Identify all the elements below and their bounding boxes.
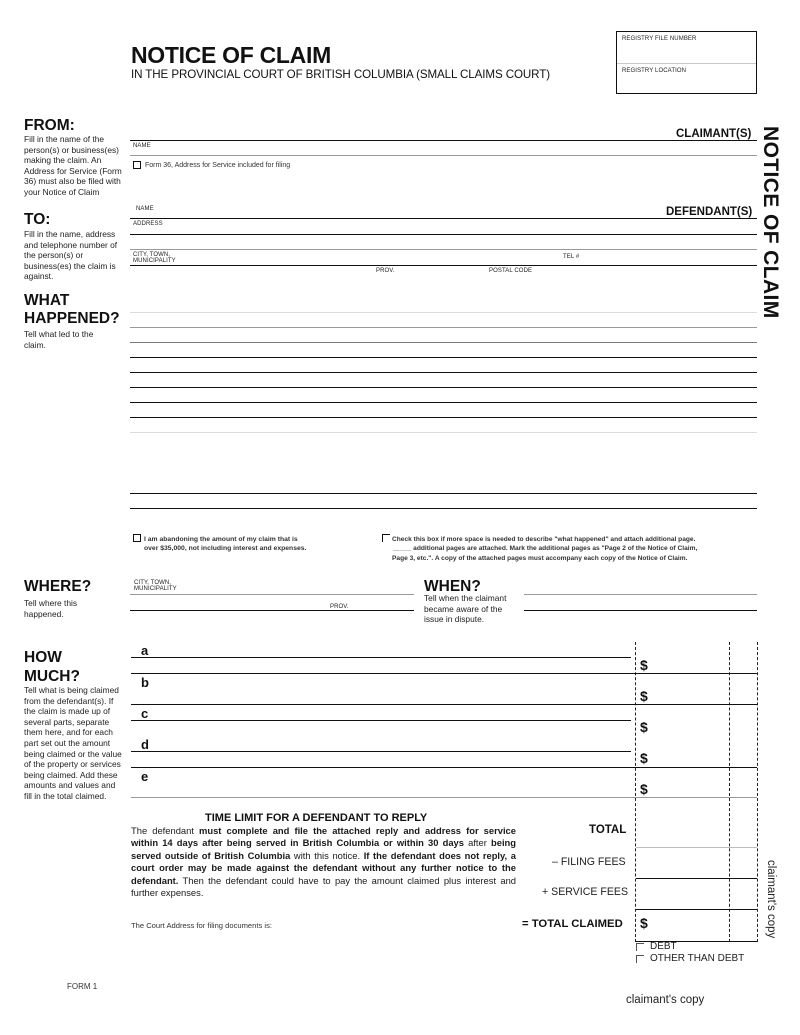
form36-checkbox[interactable] bbox=[133, 161, 141, 169]
when-line bbox=[524, 594, 757, 595]
defendant-city-input[interactable] bbox=[185, 250, 555, 264]
defendant-name-label: NAME bbox=[136, 206, 154, 212]
how-much-help: Tell what is being claimed from the defendant(s). If the claim is made up of several parts, separate them here, and for each part set out the amount being claimed or the value of the property or services being claimed. Add these amounts and values and fill in the total claimed. bbox=[24, 685, 122, 801]
item-a-description-input[interactable] bbox=[155, 644, 630, 657]
item-e-currency: $ bbox=[640, 781, 648, 797]
court-subtitle: IN THE PROVINCIAL COURT OF BRITISH COLUMBIA (SMALL CLAIMS COURT) bbox=[131, 68, 550, 81]
form36-checkbox-label: Form 36, Address for Service included for filing bbox=[145, 162, 291, 169]
defendant-prov-label: PROV. bbox=[376, 268, 395, 274]
defendant-prov-input[interactable] bbox=[398, 266, 483, 279]
defendant-city-label-line2: MUNICIPALITY bbox=[133, 258, 176, 264]
abandon-checkbox[interactable] bbox=[133, 534, 141, 542]
claimant-name-label: NAME bbox=[133, 143, 151, 149]
copy-label: claimant's copy bbox=[626, 994, 705, 1006]
item-b-amount-input[interactable] bbox=[652, 689, 728, 703]
item-d-letter: d bbox=[141, 737, 149, 752]
item-d-amount-input[interactable] bbox=[652, 751, 728, 765]
defendant-postal-label: POSTAL CODE bbox=[489, 268, 533, 274]
item-c-letter: c bbox=[141, 706, 149, 721]
item-d-description-input[interactable] bbox=[155, 737, 630, 750]
abandon-checkbox-label bbox=[144, 535, 306, 553]
what-happened-heading-line2: HAPPENED? bbox=[24, 310, 120, 327]
total-line bbox=[636, 847, 757, 848]
defendant-city-label bbox=[133, 252, 176, 264]
from-help: Fill in the name of the person(s) or business(es) making the claim. An Address for Service (Form 36) must also be filed with your Notice of Claim bbox=[24, 134, 122, 197]
defendant-address-label: ADDRESS bbox=[133, 221, 163, 227]
time-limit-text-bold: being served outside of British Columbia bbox=[131, 837, 516, 861]
how-much-heading bbox=[24, 648, 80, 686]
amount-column-divider bbox=[635, 642, 636, 942]
side-copy-label-vertical: claimant's copy bbox=[765, 860, 777, 939]
item-e-line bbox=[131, 797, 757, 798]
when-heading: WHEN? bbox=[424, 578, 481, 595]
filing-fees-input[interactable] bbox=[640, 852, 728, 870]
item-a-currency: $ bbox=[640, 657, 648, 673]
abandon-label-line1: I am abandoning the amount of my claim that is bbox=[144, 536, 298, 543]
where-city-input[interactable] bbox=[185, 580, 410, 594]
where-prov-input[interactable] bbox=[352, 596, 412, 609]
form-number: FORM 1 bbox=[67, 982, 98, 991]
debt-checkbox[interactable] bbox=[636, 943, 644, 951]
to-heading: TO: bbox=[24, 211, 51, 228]
item-a-line bbox=[131, 657, 631, 658]
cents-column-divider bbox=[729, 642, 730, 942]
service-fees-label: + SERVICE FEES bbox=[542, 886, 629, 898]
how-much-heading-line2: MUCH? bbox=[24, 668, 80, 685]
item-d-line bbox=[131, 751, 631, 752]
registry-location-label: REGISTRY LOCATION bbox=[622, 68, 687, 74]
where-city-label bbox=[134, 580, 177, 592]
amount-column-right bbox=[757, 642, 758, 942]
item-e-amount-input[interactable] bbox=[652, 782, 728, 796]
what-happened-textarea[interactable] bbox=[130, 300, 757, 510]
defendant-tel-input[interactable] bbox=[585, 250, 750, 264]
page-title: NOTICE OF CLAIM bbox=[131, 42, 331, 68]
item-bc-divider bbox=[131, 704, 757, 705]
where-city-line bbox=[130, 594, 414, 595]
other-than-debt-checkbox[interactable] bbox=[636, 955, 644, 963]
time-limit-text: Then the defendant could have to pay the amount claimed plus interest and further expenses. bbox=[131, 874, 516, 899]
registry-location-input[interactable] bbox=[621, 75, 752, 91]
when-help: Tell when the claimant became aware of the issue in dispute. bbox=[424, 593, 507, 625]
total-input[interactable] bbox=[640, 820, 728, 838]
where-prov-label: PROV. bbox=[330, 604, 349, 610]
what-happened-help: Tell what led to the claim. bbox=[24, 329, 94, 350]
side-title-vertical: NOTICE OF CLAIM bbox=[759, 126, 782, 319]
registry-file-number-label: REGISTRY FILE NUMBER bbox=[622, 36, 697, 42]
when-input[interactable] bbox=[524, 580, 756, 594]
claimant-name-input[interactable] bbox=[160, 141, 750, 155]
time-limit-text: The defendant bbox=[131, 825, 200, 836]
total-claimed-input[interactable] bbox=[653, 914, 728, 932]
item-a-letter: a bbox=[141, 643, 149, 658]
time-limit-text: with this notice. bbox=[290, 849, 364, 861]
more-space-label-line3: Page 3, etc.". A copy of the attached pages must accompany each copy of the Notice of Claim. bbox=[392, 554, 688, 562]
item-ab-divider bbox=[131, 673, 757, 674]
service-fees-line bbox=[636, 909, 757, 910]
item-c-amount-input[interactable] bbox=[652, 720, 728, 734]
court-address-label: The Court Address for filing documents is: bbox=[131, 921, 272, 930]
item-e-letter: e bbox=[141, 769, 149, 784]
where-city-label-line2: MUNICIPALITY bbox=[134, 586, 177, 592]
more-space-label-line2: _____ additional pages are attached. Mark the additional pages as "Page 2 of the Notice of Claim, bbox=[393, 545, 698, 553]
time-limit-text-bold: If the defendant does not reply, a court order may be made against the defendant without any further notice to the defendant. bbox=[131, 849, 516, 886]
time-limit-text: after bbox=[463, 837, 491, 849]
to-help: Fill in the name, address and telephone number of the person(s) or business(es) the claim is against. bbox=[24, 229, 118, 282]
defendant-postal-input[interactable] bbox=[540, 266, 660, 279]
item-b-letter: b bbox=[141, 675, 149, 690]
where-prov-line bbox=[130, 610, 414, 611]
total-label: TOTAL bbox=[589, 824, 627, 836]
service-fees-input[interactable] bbox=[640, 883, 728, 901]
defendant-address-input[interactable] bbox=[170, 219, 750, 233]
where-heading: WHERE? bbox=[24, 578, 92, 595]
where-city-label-line1: CITY, TOWN, bbox=[134, 580, 172, 586]
total-claimed-currency: $ bbox=[640, 915, 648, 931]
defendant-tel-label: TEL # bbox=[563, 254, 580, 260]
item-b-currency: $ bbox=[640, 688, 648, 704]
other-than-debt-label: OTHER THAN DEBT bbox=[650, 953, 745, 964]
time-limit-text-bold: must complete and file the attached reply and address for service within 14 days after being served in British Columbia or within 30 days bbox=[131, 825, 516, 849]
defendant-city-label-line1: CITY, TOWN, bbox=[133, 252, 171, 258]
registry-divider bbox=[617, 63, 756, 64]
what-happened-heading bbox=[24, 292, 120, 328]
from-heading: FROM: bbox=[24, 117, 75, 134]
abandon-label-line2: over $35,000, not including interest and expenses. bbox=[144, 545, 307, 552]
total-claimed-label: = TOTAL CLAIMED bbox=[522, 918, 623, 930]
item-e-description-input[interactable] bbox=[155, 769, 630, 795]
claimant-section-label: CLAIMANT(S) bbox=[676, 128, 752, 140]
time-limit-heading: TIME LIMIT FOR A DEFENDANT TO REPLY bbox=[205, 812, 428, 824]
more-space-label bbox=[392, 535, 697, 563]
debt-label: DEBT bbox=[650, 941, 677, 952]
item-de-divider bbox=[131, 767, 757, 768]
registry-box bbox=[616, 31, 757, 94]
item-c-line bbox=[131, 720, 631, 721]
filing-fees-line bbox=[636, 878, 757, 879]
item-c-description-input[interactable] bbox=[155, 706, 630, 719]
defendant-section-label: DEFENDANT(S) bbox=[666, 206, 753, 218]
more-space-label-line1: Check this box if more space is needed to describe "what happened" and attach additional page. bbox=[392, 536, 696, 543]
defendant-name-input[interactable] bbox=[160, 203, 650, 217]
filing-fees-label: – FILING FEES bbox=[552, 856, 626, 868]
item-c-currency: $ bbox=[640, 719, 648, 735]
claimant-name-line-bottom bbox=[130, 155, 757, 156]
where-help: Tell where this happened. bbox=[24, 598, 78, 619]
how-much-heading-line1: HOW bbox=[24, 649, 62, 666]
item-a-amount-input[interactable] bbox=[652, 658, 728, 672]
defendant-address-line bbox=[130, 234, 757, 235]
time-limit-paragraph bbox=[131, 825, 516, 899]
item-d-currency: $ bbox=[640, 750, 648, 766]
what-happened-heading-line1: WHAT bbox=[24, 292, 70, 309]
item-b-description-input[interactable] bbox=[155, 676, 630, 702]
more-space-checkbox[interactable] bbox=[382, 534, 390, 542]
when-line-2 bbox=[524, 610, 757, 611]
registry-file-number-input[interactable] bbox=[621, 43, 752, 61]
